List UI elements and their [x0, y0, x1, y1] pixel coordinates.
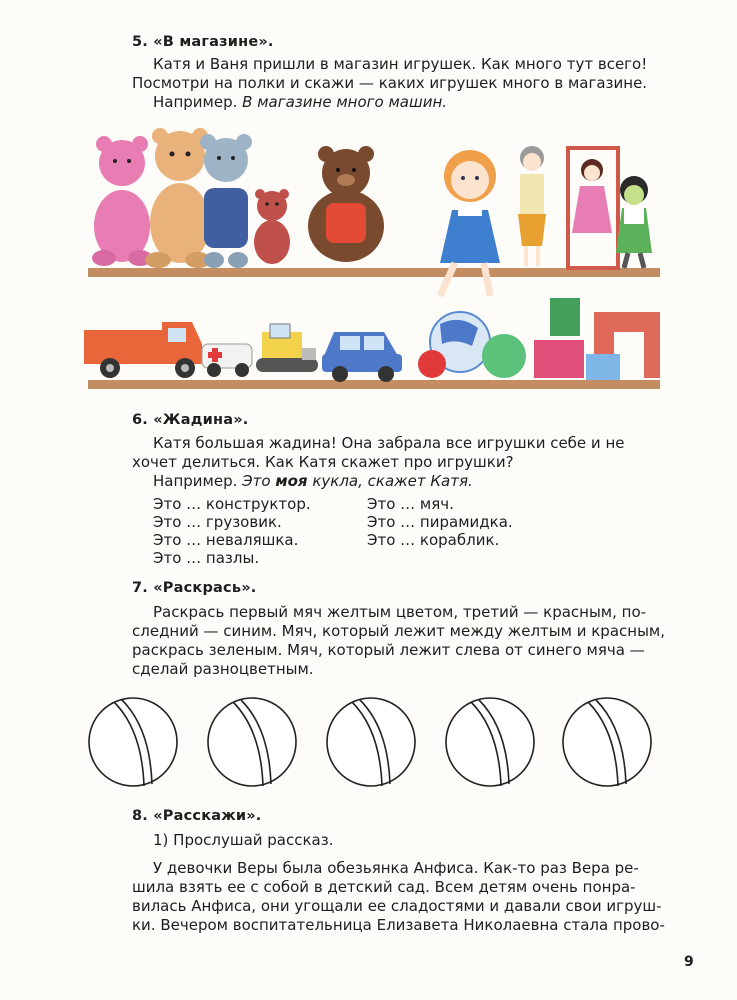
task8-title: 8. «Расскажи». [132, 808, 262, 824]
green-ball-icon [482, 334, 526, 378]
task7-title: 7. «Раскрась». [132, 580, 257, 596]
task8-line-4: ки. Вечером воспитательница Елизавета Николаевна стала прово- [132, 916, 665, 934]
task5-example-prefix: Например. [153, 93, 238, 111]
building-blocks-icon [534, 298, 660, 380]
task8-line-2: шила взять ее с собой в детский сад. Всем детям очень понра- [132, 878, 636, 896]
task5-line-1: Катя и Ваня пришли в магазин игрушек. Как много тут всего! [153, 55, 648, 73]
task6-line-1: Катя большая жадина! Она забрала все игрушки себе и не [153, 434, 625, 452]
tan-bear-icon [145, 128, 211, 268]
task6-right-2: Это … пирамидка. [367, 513, 513, 531]
grey-bear-icon [200, 134, 252, 268]
task5-example [153, 93, 447, 112]
pink-bear-icon [92, 136, 152, 266]
small-red-bear-icon [254, 189, 290, 264]
task5-example-text: В магазине много машин. [242, 93, 448, 111]
doll-in-mirror-icon [568, 148, 618, 268]
task8-line-1: У девочки Веры была обезьянка Анфиса. Как-то раз Вера ре- [153, 859, 639, 877]
task6-left-1: Это … конструктор. [153, 495, 311, 513]
small-doll-icon [518, 146, 546, 266]
page-number: 9 [684, 954, 694, 970]
task6-example-a: Это [242, 472, 271, 490]
task7-line-3: раскрась зеленым. Мяч, который лежит слева от синего мяча — [132, 641, 645, 659]
task6-example-b: моя [275, 472, 308, 490]
blue-car-icon [322, 332, 402, 382]
task6-title: 6. «Жадина». [132, 412, 249, 428]
ball-3-to-color[interactable] [327, 698, 415, 786]
ball-2-to-color[interactable] [208, 698, 296, 786]
ball-4-to-color[interactable] [446, 698, 534, 786]
task5-line-2: Посмотри на полки и скажи — каких игрушек много в магазине. [132, 74, 648, 92]
task7-line-4: сделай разноцветным. [132, 660, 314, 678]
task6-line-2: хочет делиться. Как Катя скажет про игрушки? [132, 453, 514, 471]
lower-shelf [88, 380, 660, 389]
task6-example-c: кукла, скажет Катя. [312, 472, 473, 490]
brown-bear-icon [308, 146, 384, 262]
task6-right-3: Это … кораблик. [367, 531, 500, 549]
toy-shelves-illustration [80, 118, 670, 396]
task6-example [153, 472, 473, 491]
task6-left-3: Это … неваляшка. [153, 531, 299, 549]
red-ball-icon [418, 350, 446, 378]
task6-left-2: Это … грузовик. [153, 513, 282, 531]
ball-1-to-color[interactable] [89, 698, 177, 786]
bulldozer-icon [256, 324, 318, 372]
task7-line-1: Раскрась первый мяч желтым цветом, третий — красным, по- [153, 603, 647, 621]
task6-example-prefix: Например. [153, 472, 238, 490]
task8-subtitle: 1) Прослушай рассказ. [153, 831, 334, 849]
task7-line-2: следний — синим. Мяч, который лежит между желтым и красным, [132, 622, 665, 640]
task6-left-4: Это … пазлы. [153, 549, 260, 567]
task8-line-3: вилась Анфиса, они угощали ее сладостями и давали свои игруш- [132, 897, 662, 915]
ambulance-icon [202, 344, 252, 377]
coloring-balls [80, 690, 660, 800]
truck-icon [84, 322, 202, 378]
task5-title: 5. «В магазине». [132, 34, 274, 50]
ball-5-to-color[interactable] [563, 698, 651, 786]
doll-green-dress-icon [616, 176, 652, 268]
task6-right-1: Это … мяч. [367, 495, 454, 513]
